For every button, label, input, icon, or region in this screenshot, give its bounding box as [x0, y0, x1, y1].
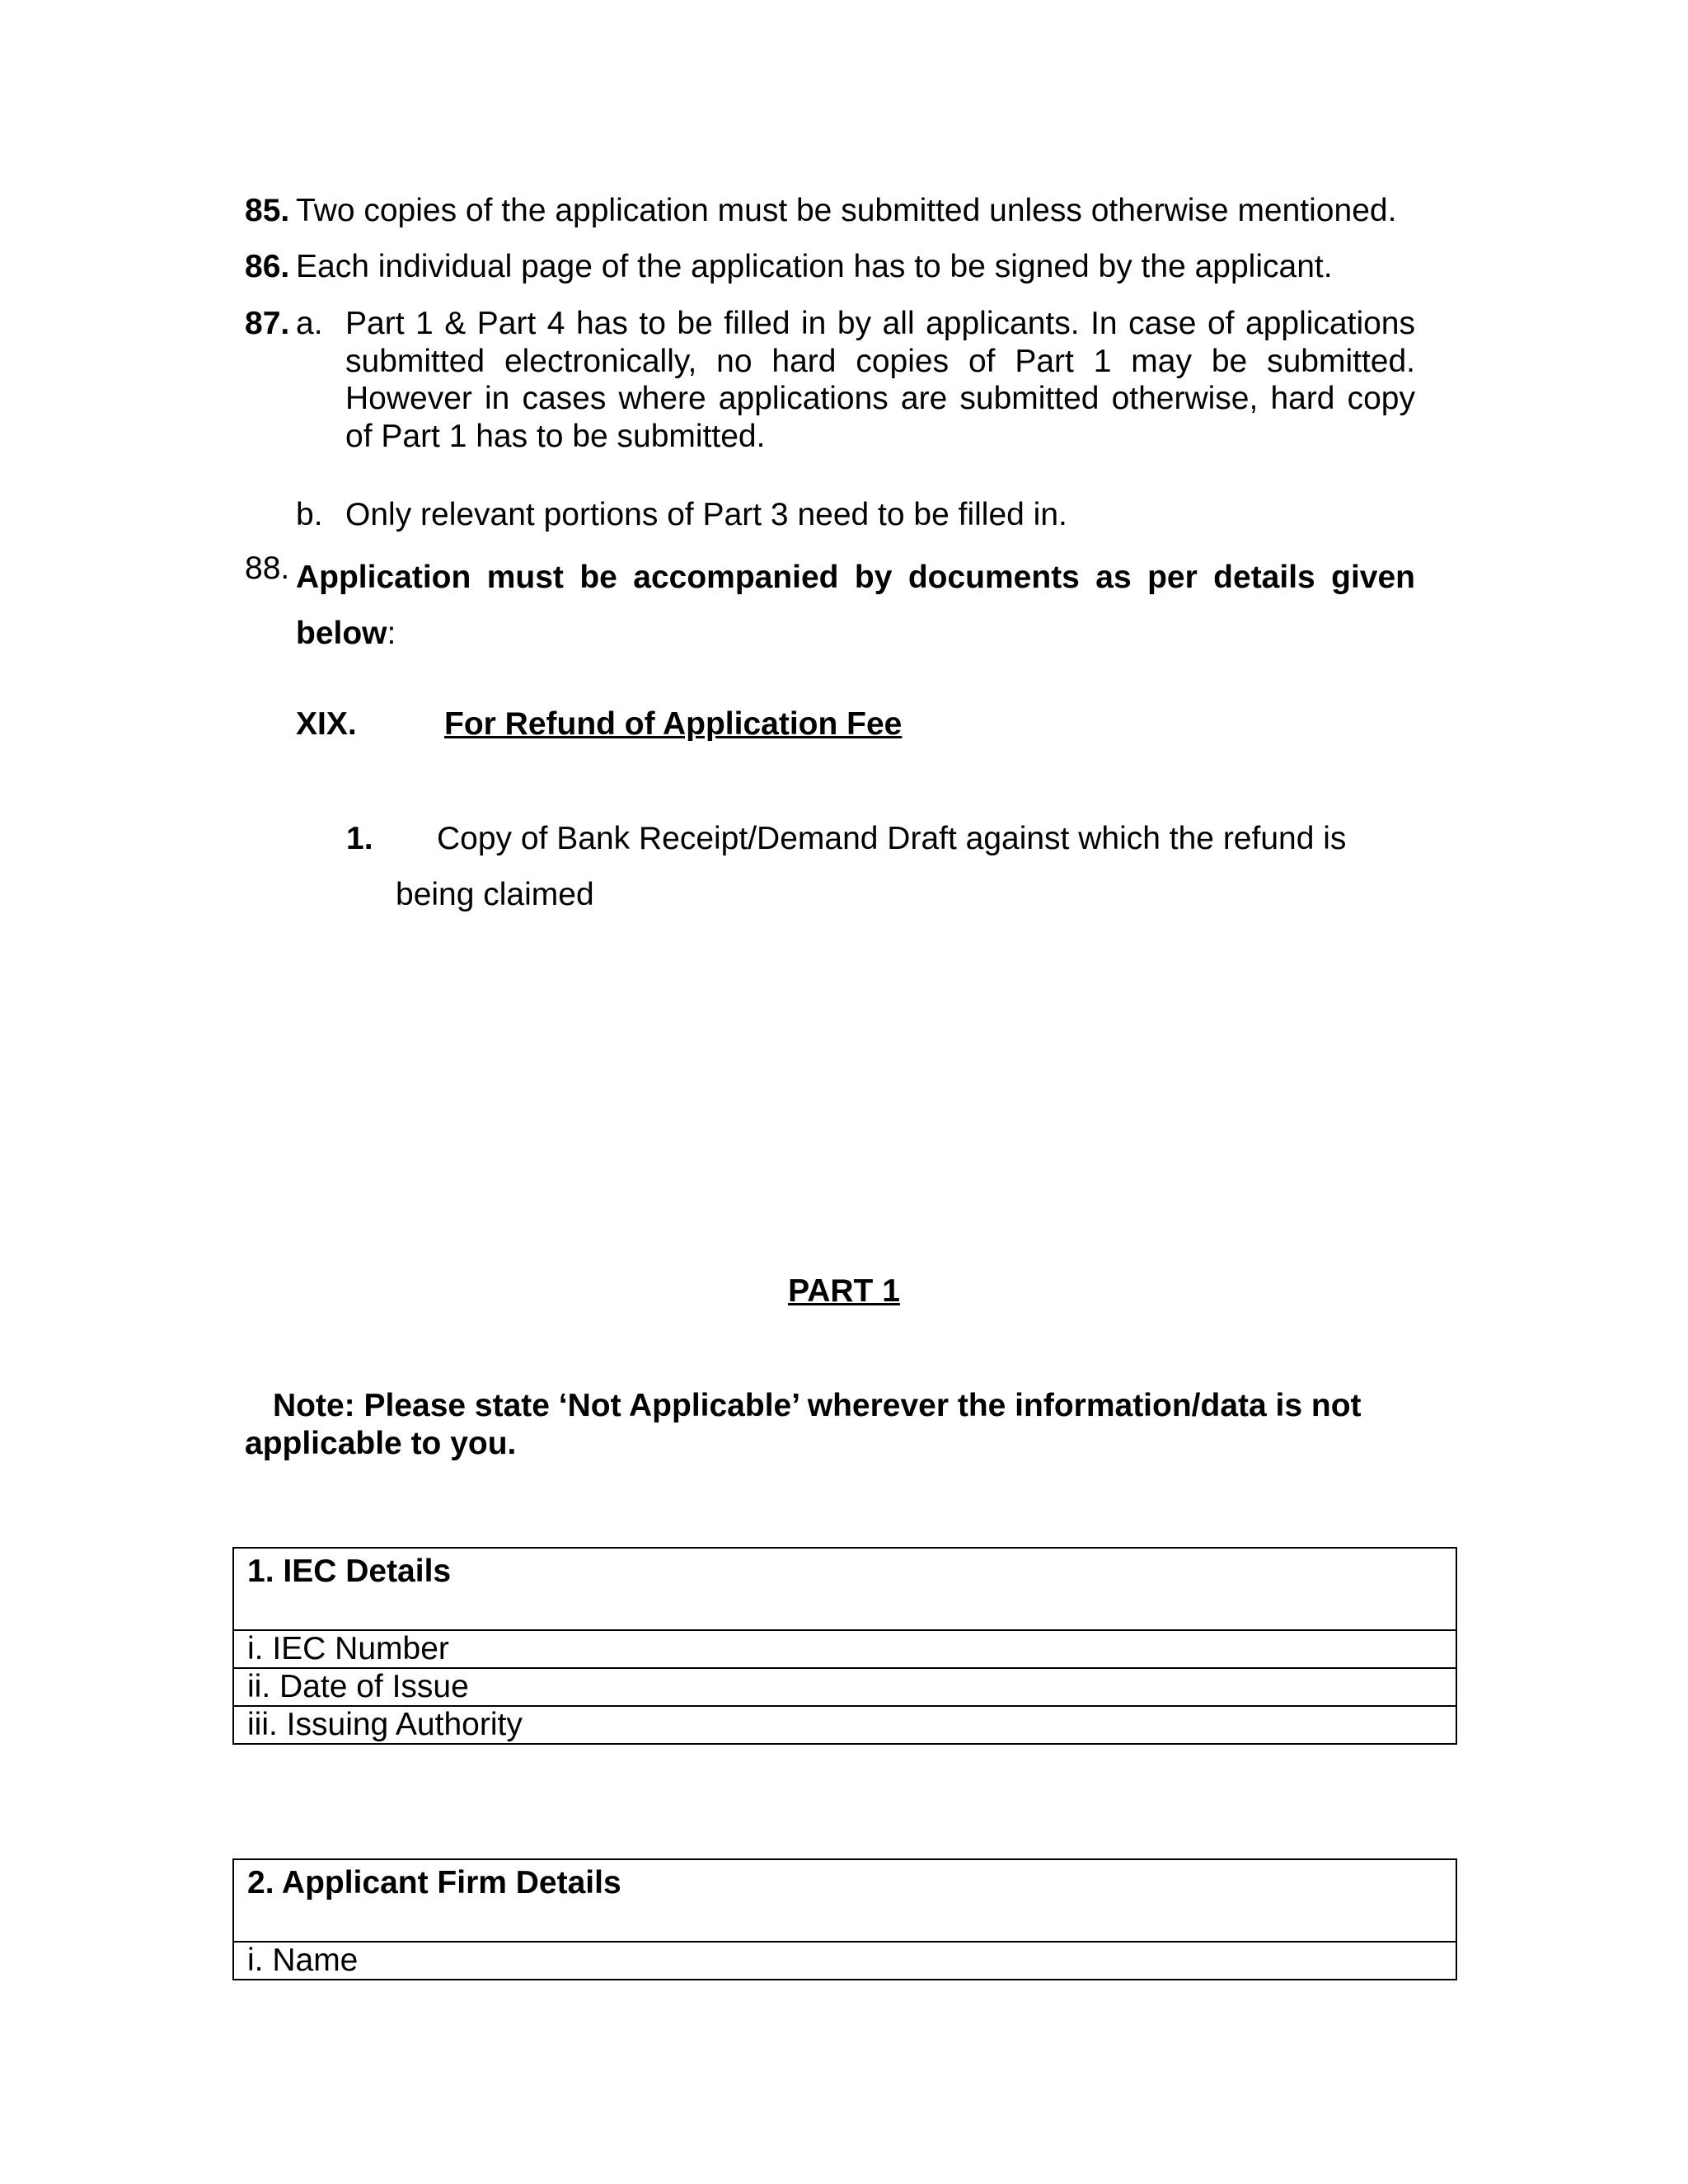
item-87-a-marker: a. [296, 306, 323, 341]
item-86 [245, 248, 1415, 289]
iec-details-table [232, 1547, 1457, 1745]
item-88-number: 88. [245, 551, 290, 586]
date-of-issue-field[interactable]: ii. Date of Issue [233, 1668, 1456, 1706]
sub-item-text-line1: Copy of Bank Receipt/Demand Draft against which the refund is [437, 821, 1347, 856]
issuing-authority-field[interactable]: iii. Issuing Authority [233, 1706, 1456, 1744]
applicant-firm-details-header: 2. Applicant Firm Details [233, 1859, 1456, 1942]
sub-item-number: 1. [346, 821, 373, 856]
note-line1: Note: Please state ‘Not Applicable’ wherever the information/data is not [273, 1388, 1362, 1423]
section-xix [296, 705, 1285, 747]
firm-name-field[interactable]: i. Name [233, 1942, 1456, 1980]
item-87-a-text: Part 1 & Part 4 has to be filled in by all applicants. In case of applications submitted electronically, no hard copies of Part 1 may be submitted. However in cases where applications are submitted otherwise, hard copy of Part 1 has to be submitted. [345, 306, 1415, 454]
section-title: For Refund of Application Fee [444, 706, 903, 742]
item-88 [245, 550, 1415, 657]
item-86-number: 86. [245, 249, 290, 284]
section-sub-item-1 [346, 820, 1418, 919]
part-title: PART 1 [788, 1273, 900, 1309]
item-87 [245, 305, 1415, 552]
item-87-b-text: Only relevant portions of Part 3 need to be filled in. [345, 497, 1067, 532]
iec-details-header: 1. IEC Details [233, 1548, 1456, 1630]
item-86-text: Each individual page of the application has to be signed by the applicant. [296, 249, 1333, 284]
note-line2: applicable to you. [245, 1426, 517, 1461]
applicant-firm-details-table [232, 1858, 1457, 1980]
item-85-number: 85. [245, 193, 290, 228]
sub-item-text-line2: being claimed [396, 877, 594, 912]
item-85 [245, 192, 1415, 233]
iec-number-field[interactable]: i. IEC Number [233, 1630, 1456, 1668]
section-roman-numeral: XIX. [296, 706, 357, 742]
item-87-number: 87. [245, 306, 290, 341]
item-85-text: Two copies of the application must be submitted unless otherwise mentioned. [296, 193, 1397, 228]
note [245, 1387, 1440, 1469]
item-88-colon: : [387, 616, 396, 651]
item-87-b-marker: b. [296, 497, 323, 532]
item-88-text: Application must be accompanied by documents as per details given below [296, 560, 1415, 651]
